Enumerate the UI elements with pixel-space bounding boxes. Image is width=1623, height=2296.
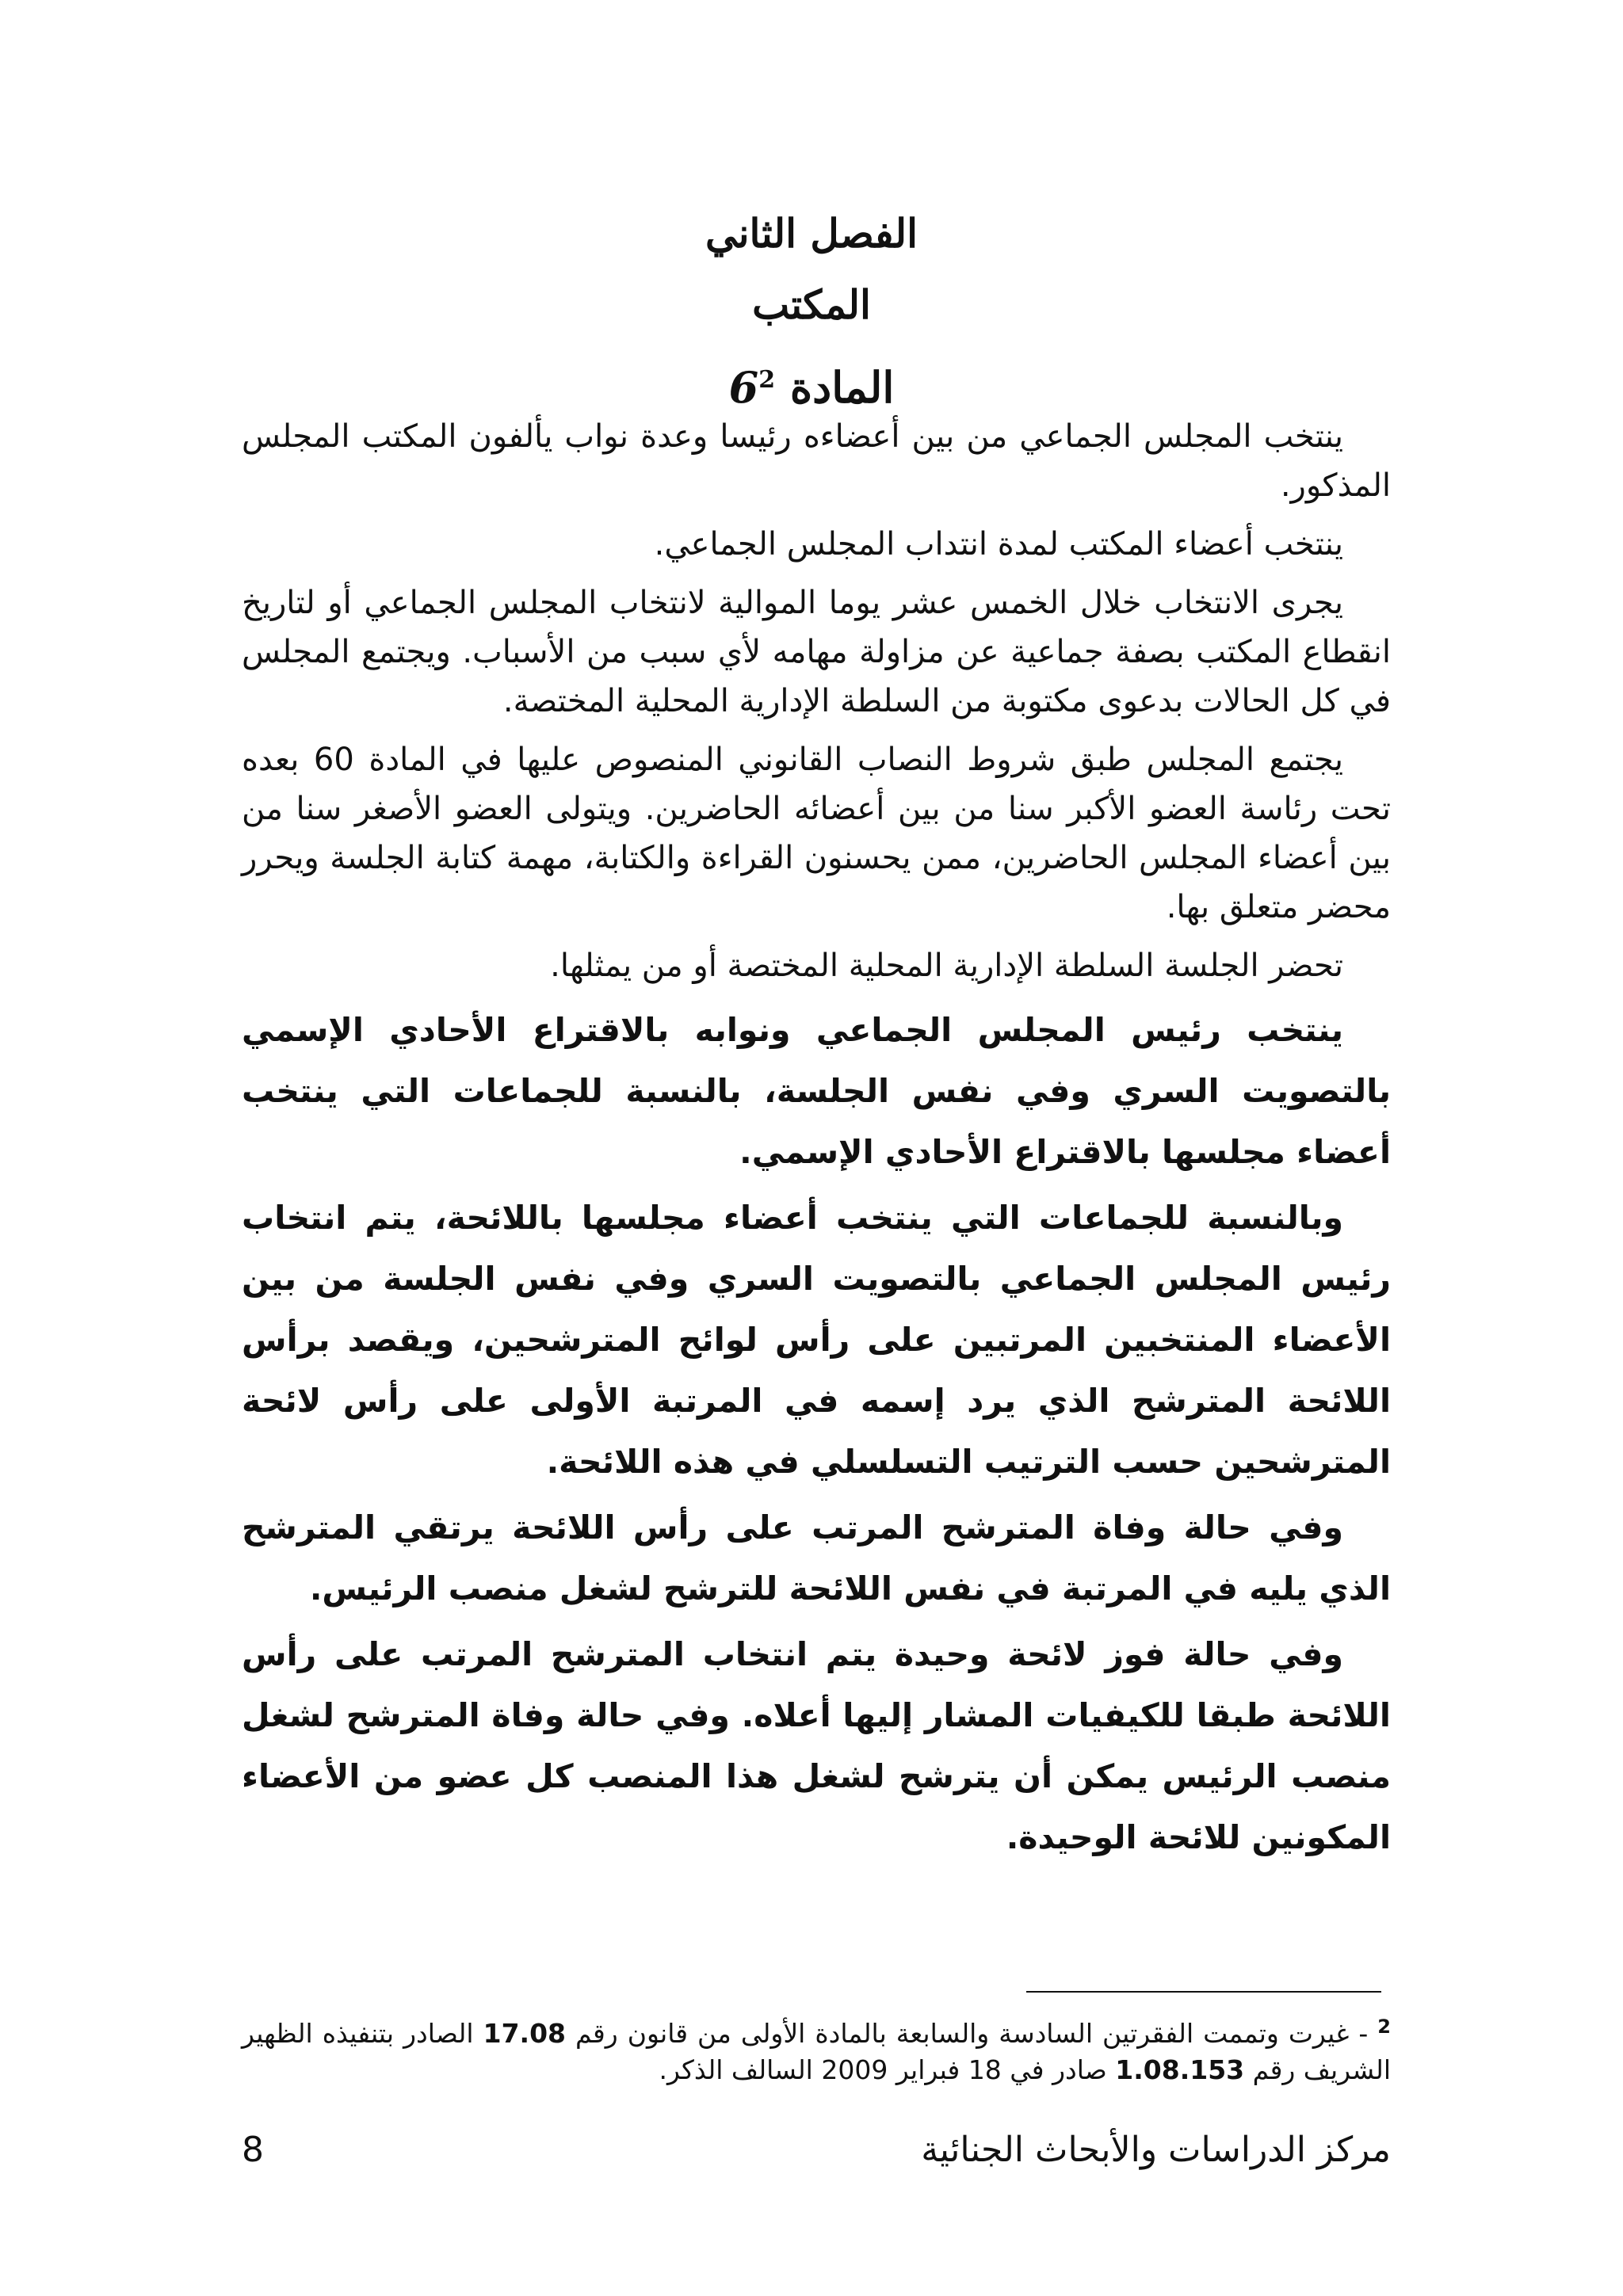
chapter-title: الفصل الثاني (705, 210, 918, 257)
paragraph: ينتخب أعضاء المكتب لمدة انتداب المجلس الجماعي. (654, 526, 1343, 563)
article-body (242, 412, 1391, 1873)
headings-block (0, 198, 1623, 427)
footnote-law-number: 17.08 (483, 2018, 567, 2049)
paragraph: ينتخب المجلس الجماعي من بين أعضاءه رئيسا وعدة نواب يألفون المكتب المجلس المذكور. (242, 418, 1391, 504)
footnote-reference[interactable]: 2 (758, 366, 776, 394)
paragraph: ينتخب رئيس المجلس الجماعي ونوابه بالاقتراع الأحادي الإسمي بالتصويت السري وفي نفس الجلسة، بالنسبة للجماعات التي ينتخب أعضاء مجلسها بالاقتراع الأحادي الإسمي. (242, 1011, 1391, 1171)
paragraph: يجرى الانتخاب خلال الخمس عشر يوما الموالية لانتخاب المجلس الجماعي أو لتاريخ انقطاع المكتب بصفة جماعية عن مزاولة مهامه لأي سبب من الأسباب. ويجتمع المجلس في كل الحالات بدعوى مكتوبة من السلطة الإدارية المحلية المختصة. (242, 585, 1391, 719)
page-footer (242, 2130, 1391, 2193)
article-number: 6 (728, 362, 759, 413)
footer-publisher: مركز الدراسات والأبحاث الجنائية (921, 2130, 1391, 2170)
paragraph: وفي حالة وفاة المترشح المرتب على رأس اللائحة يرتقي المترشح الذي يليه في المرتبة في نفس اللائحة للترشح لشغل منصب الرئيس. (242, 1508, 1391, 1608)
footnote-text-a: - غيرت وتممت الفقرتين السادسة والسابعة بالمادة الأولى من قانون رقم (566, 2018, 1369, 2049)
footnote-text-c: صادر في 18 فبراير 2009 السالف الذكر. (659, 2054, 1116, 2085)
footnote (242, 2008, 1391, 2088)
article-label: المادة (789, 362, 895, 413)
paragraph: وفي حالة فوز لائحة وحيدة يتم انتخاب المترشح المرتب على رأس اللائحة طبقا للكيفيات المشار إليها أعلاه. وفي حالة وفاة المترشح لشغل منصب الرئيس يمكن أن يترشح لشغل هذا المنصب كل عضو من الأعضاء المكونين للائحة الوحيدة. (242, 1635, 1391, 1856)
footnote-text-b: الصادر بتنفيذه الظهير الشريف رقم (242, 2018, 1391, 2085)
footnote-divider (1026, 1991, 1381, 1993)
page-number: 8 (242, 2130, 264, 2170)
paragraph: يجتمع المجلس طبق شروط النصاب القانوني المنصوص عليها في المادة 60 بعده تحت رئاسة العضو الأكبر سنا من بين أعضائه الحاضرين. ويتولى العضو الأصغر سنا من بين أعضاء المجلس الحاضرين، ممن يحسنون القراءة والكتابة، مهمة كتابة الجلسة ويحرر محضر متعلق بها. (242, 742, 1391, 925)
paragraph: تحضر الجلسة السلطة الإدارية المحلية المختصة أو من يمثلها. (550, 948, 1343, 984)
section-title: المكتب (752, 281, 871, 328)
paragraph: وبالنسبة للجماعات التي ينتخب أعضاء مجلسها باللائحة، يتم انتخاب رئيس المجلس الجماعي بالتصويت السري وفي نفس الجلسة من بين الأعضاء المنتخبين المرتبين على رأس لوائح المترشحين، ويقصد برأس اللائحة المترشح الذي يرد إسمه في المرتبة الأولى على رأس لائحة المترشحين حسب الترتيب التسلسلي في هذه اللائحة. (242, 1199, 1391, 1481)
footnote-marker: 2 (1377, 2016, 1391, 2038)
footnote-dahir-number: 1.08.153 (1115, 2054, 1245, 2085)
